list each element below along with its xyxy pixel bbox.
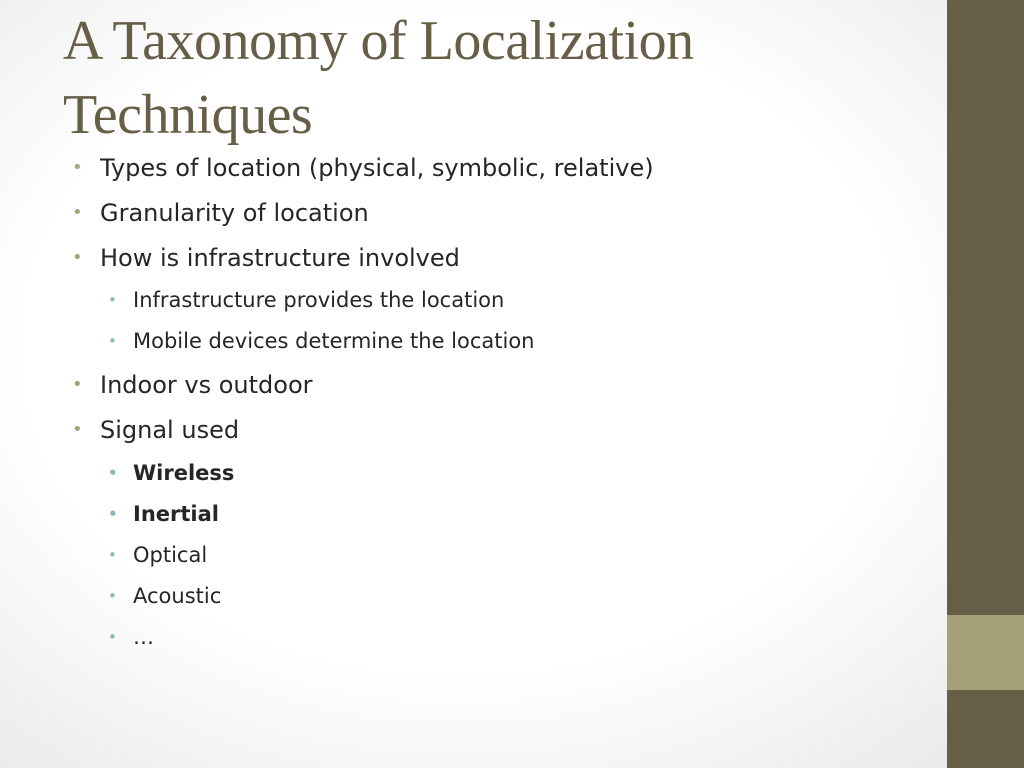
sub-bullet-item	[108, 582, 222, 610]
bullet-text: Granularity of location	[100, 199, 369, 227]
bullet-item	[72, 198, 369, 228]
sub-bullet-dot-icon: •	[108, 587, 117, 605]
bullet-dot-icon: •	[72, 157, 83, 178]
sub-bullet-text: Inertial	[133, 502, 219, 526]
bullet-dot-icon: •	[72, 202, 83, 223]
bullet-text: Signal used	[100, 416, 240, 444]
sub-bullet-item	[108, 623, 154, 651]
bullet-dot-icon: •	[72, 247, 83, 268]
bullet-item	[72, 370, 313, 400]
bullet-text: Types of location (physical, symbolic, relative)	[100, 154, 654, 182]
sub-bullet-item	[108, 541, 208, 569]
bullet-dot-icon: •	[72, 374, 83, 395]
bullet-item	[72, 243, 460, 273]
sub-bullet-item	[108, 286, 505, 314]
sub-bullet-dot-icon: •	[108, 628, 117, 646]
side-decoration-accent	[947, 615, 1024, 690]
sub-bullet-text: Optical	[133, 543, 208, 567]
bullet-dot-icon: •	[72, 419, 83, 440]
bullet-item	[72, 153, 654, 183]
bullet-item	[72, 415, 240, 445]
sub-bullet-item	[108, 327, 535, 355]
sub-bullet-item	[108, 500, 219, 528]
sub-bullet-text: Infrastructure provides the location	[133, 288, 505, 312]
sub-bullet-dot-icon: •	[108, 291, 117, 309]
sub-bullet-dot-icon: •	[108, 464, 118, 482]
sub-bullet-text: Mobile devices determine the location	[133, 329, 535, 353]
slide-title-line2: Techniques	[63, 84, 313, 146]
sub-bullet-text: …	[133, 625, 154, 649]
sub-bullet-text: Acoustic	[133, 584, 222, 608]
sub-bullet-dot-icon: •	[108, 505, 118, 523]
slide-title-line1: A Taxonomy of Localization	[63, 10, 694, 72]
sub-bullet-dot-icon: •	[108, 332, 117, 350]
sub-bullet-item	[108, 459, 235, 487]
bullet-text: Indoor vs outdoor	[100, 371, 313, 399]
sub-bullet-dot-icon: •	[108, 546, 117, 564]
sub-bullet-text: Wireless	[133, 461, 235, 485]
bullet-text: How is infrastructure involved	[100, 244, 460, 272]
